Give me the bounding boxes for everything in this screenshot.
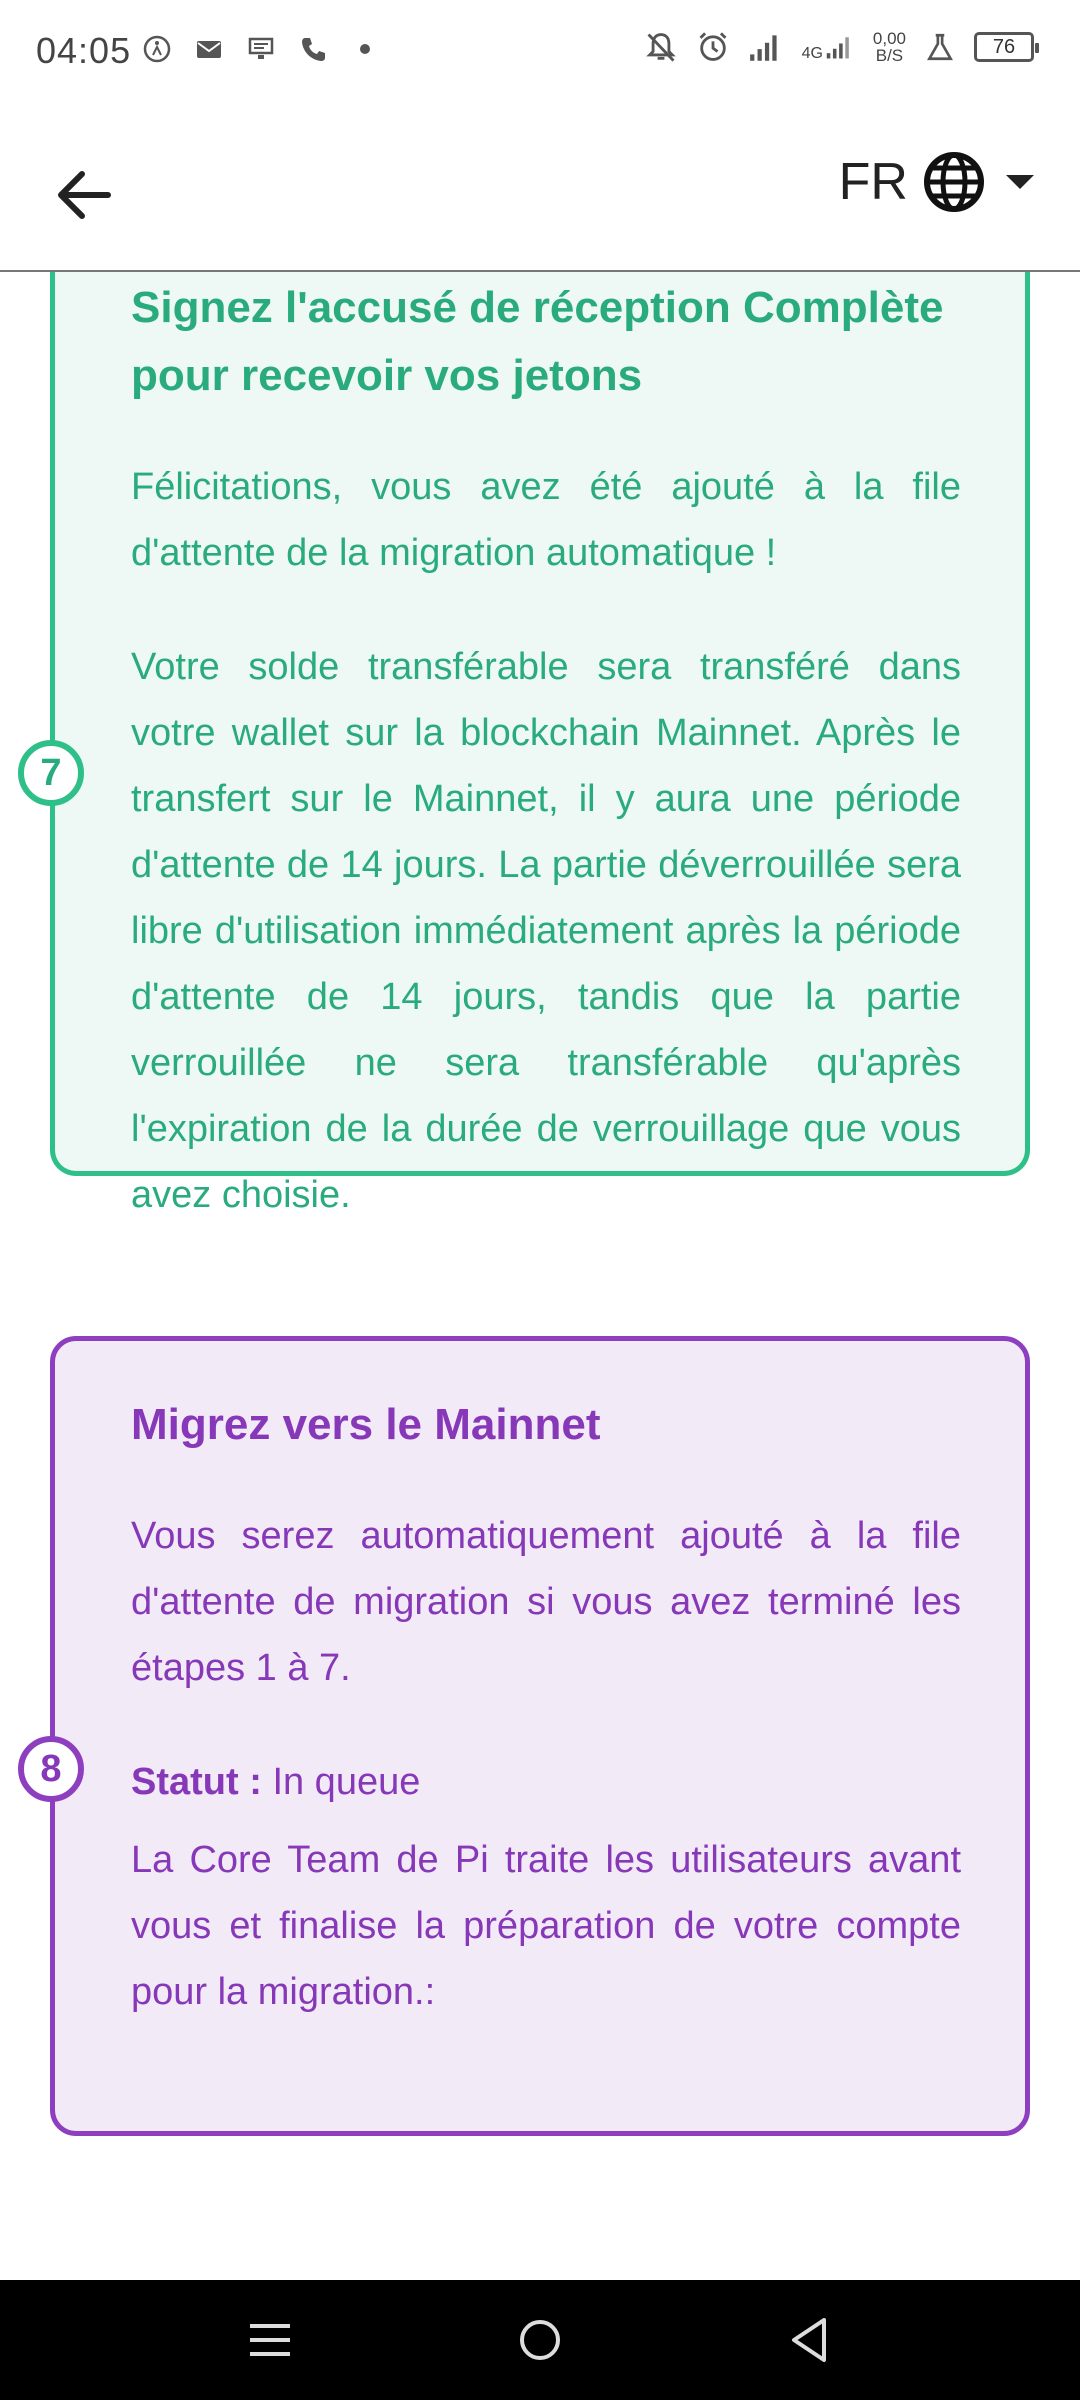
step7-number: 7 xyxy=(40,751,62,794)
step8-title: Migrez vers le Mainnet xyxy=(131,1400,601,1449)
data-speed-value: 0,00 xyxy=(872,29,906,48)
language-selector[interactable] xyxy=(839,150,1040,214)
step7-title: pour recevoir vos jetons xyxy=(131,351,643,400)
lab-flask-icon xyxy=(924,31,956,63)
step8-paragraph2: La Core Team de Pi traite les utilisateurs avant vous et finalise la préparation de votre compte pour la migration.: xyxy=(131,1839,961,2013)
data-speed xyxy=(873,30,906,64)
status-value: In queue xyxy=(272,1761,421,1803)
signal-bars-icon xyxy=(825,33,855,61)
accessibility-icon xyxy=(142,34,172,64)
caret-down-icon xyxy=(1000,162,1040,202)
home-circle-icon[interactable] xyxy=(510,2314,570,2366)
network-type-label: 4G xyxy=(801,45,823,62)
step7-number-badge xyxy=(18,740,84,806)
signal-icon xyxy=(748,31,784,63)
system-nav-bar xyxy=(0,2280,1080,2400)
status-time: 04:05 xyxy=(36,30,132,71)
alarm-icon xyxy=(696,30,730,64)
step8-card xyxy=(50,1336,1030,2136)
signal-4g-icon xyxy=(802,33,855,61)
bell-off-icon xyxy=(644,30,678,64)
step8-paragraph1: Vous serez automatiquement ajouté à la file d'attente de migration si vous avez terminé les étapes 1 à 7. xyxy=(131,1515,961,1689)
battery-indicator xyxy=(974,32,1034,62)
data-speed-unit: B/S xyxy=(875,46,904,65)
dot-icon xyxy=(350,34,380,64)
battery-level: 76 xyxy=(992,35,1016,58)
status-bar xyxy=(0,0,1080,110)
step7-card xyxy=(50,272,1030,1216)
language-code: FR xyxy=(838,153,908,211)
arrow-left-icon xyxy=(61,174,108,216)
scroll-content[interactable] xyxy=(0,272,1080,2280)
notification-icons xyxy=(142,34,380,64)
step8-number: 8 xyxy=(40,1747,62,1790)
back-button[interactable] xyxy=(50,160,120,230)
step7-title-partial: Signez l'accusé de réception Complète xyxy=(131,283,944,332)
globe-icon xyxy=(922,150,986,214)
step8-number-badge xyxy=(18,1736,84,1802)
top-app-bar xyxy=(0,110,1080,272)
mail-icon xyxy=(194,34,224,64)
system-icons xyxy=(644,30,1034,64)
step7-paragraph2: Votre solde transférable sera transféré dans votre wallet sur la blockchain Mainnet. Après le transfert sur le Mainnet, il y aura une période d'attente de 14 jours. La partie déverrouillée sera libre d'utilisation immédiatement après la période d'attente de 14 jours, tandis que la partie verrouillée ne sera transférable qu'après l'expiration de la durée de verrouillage que vous avez choisie. xyxy=(131,646,961,1216)
step7-paragraph1: Félicitations, vous avez été ajouté à la file d'attente de la migration automatique ! xyxy=(131,466,961,574)
desktop-icon xyxy=(246,34,276,64)
phone-icon xyxy=(298,34,328,64)
status-label: Statut : xyxy=(131,1761,262,1803)
step8-status xyxy=(131,1749,961,1815)
menu-icon[interactable] xyxy=(240,2314,300,2366)
back-triangle-icon[interactable] xyxy=(780,2314,840,2366)
